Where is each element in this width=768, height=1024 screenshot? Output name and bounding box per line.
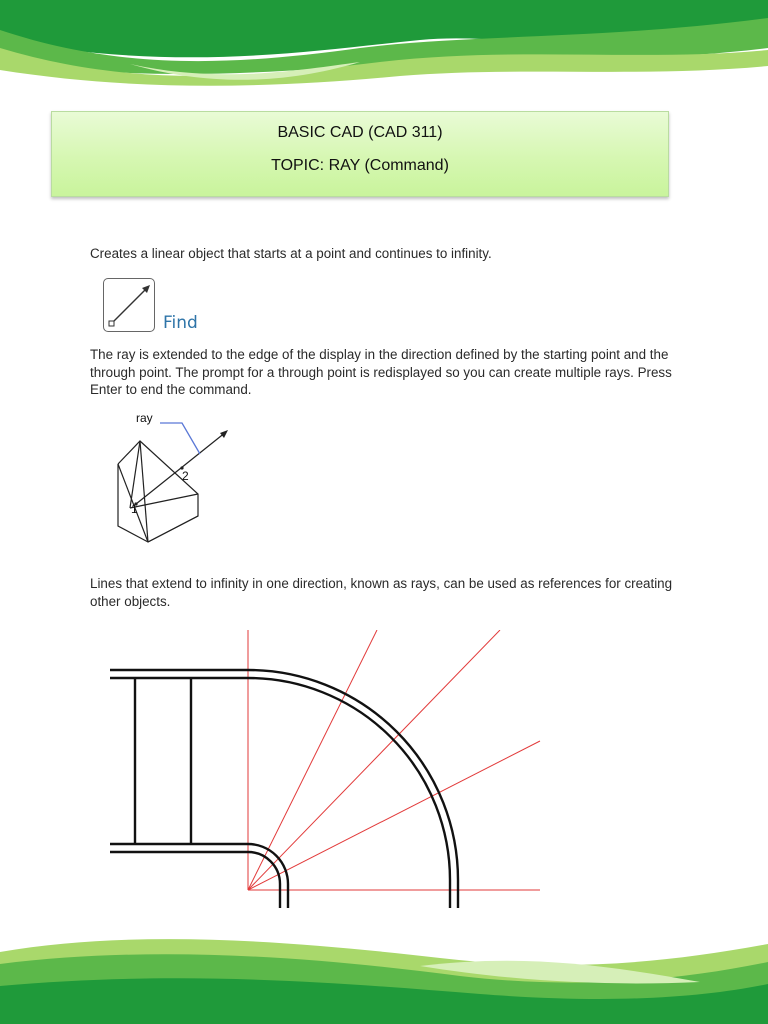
title-box <box>51 111 669 197</box>
reference-paragraph: Lines that extend to infinity in one direction, known as rays, can be used as references for creating other objects. <box>90 576 673 609</box>
course-title: BASIC CAD (CAD 311) <box>277 124 443 141</box>
find-link[interactable]: Find <box>163 313 198 333</box>
ray-wedge-figure <box>100 408 240 548</box>
description-paragraph: The ray is extended to the edge of the display in the direction defined by the starting point and the through point. The prompt for a through point is redisplayed so you can create multiple rays. Press Enter to end the command. <box>90 347 672 397</box>
intro-paragraph: Creates a linear object that starts at a point and continues to infinity. <box>90 246 492 261</box>
point-2-label: 2 <box>182 469 189 483</box>
footer-wave-decoration <box>0 924 768 1024</box>
ray-label: ray <box>136 411 153 425</box>
point-1-label: 1 <box>131 502 138 516</box>
ray-arrow-icon <box>104 279 154 331</box>
topic-title: TOPIC: RAY (Command) <box>271 157 449 174</box>
header-wave-decoration <box>0 0 768 100</box>
bend-reference-rays-figure <box>100 630 550 908</box>
ray-tool-icon[interactable] <box>103 278 155 332</box>
